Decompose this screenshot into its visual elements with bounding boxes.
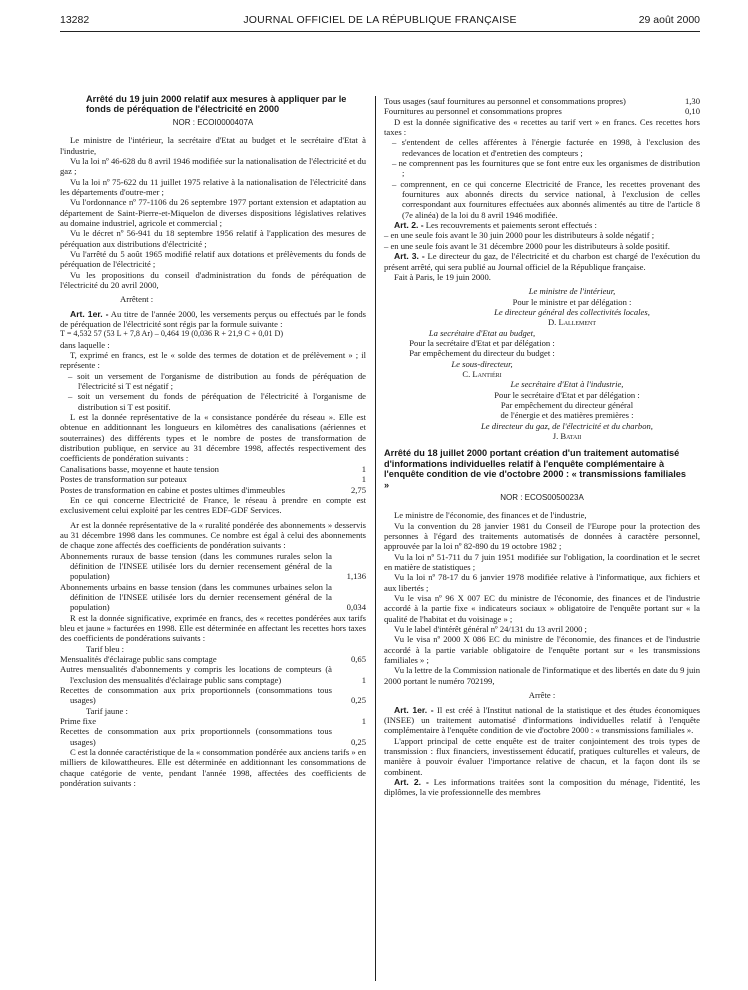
signatory-name: J. Bataii (552, 431, 582, 441)
preamble-line: Vu la loi nº 75-622 du 11 juillet 1975 relative à la nationalisation de l'électricité dans les départements d'outre-mer ; (60, 176, 366, 197)
coef-row: Abonnements urbains en basse tension (dans les communes urbaines selon la définition de l'INSEE utilisée lors du dernier recensement général de la population) 0,034 (60, 581, 366, 613)
preamble-line: Vu la loi nº 46-628 du 8 avril 1946 modifiée sur la nationalisation de l'électricité et du gaz ; (60, 155, 366, 177)
nor-reference-2: NOR : ECOS0050023A (500, 492, 584, 502)
signature-role: Le secrétaire d'Etat à l'industrie, (510, 379, 624, 390)
preamble-line: Vu le label d'intérêt général nº 24/131 du 13 avril 2000 ; (394, 624, 587, 635)
signature-block (384, 286, 700, 327)
preamble-line: Vu le visa nº 96 X 007 EC du ministre de l'économie, des finances et de l'industrie accordé à la partie fixe « indicateurs sociaux » obligatoire de l'enquête portant sur « la qualité de l'habitat et du voisinage » ; (384, 593, 700, 624)
article-2: Art. 2. - Les recouvrements et paiements seront effectués : (394, 220, 597, 231)
d-dash-item: – comprennent, en ce qui concerne Electricité de France, les recettes provenant des fournitures aux abonnés directs du service national, à l'exclusion de celles correspondant aux fournitures effectuées aux abonnés alimentés au titre de l'article 8 (7e alinéa) de la loi du 8 avril 1946 modifiée. (392, 178, 700, 220)
signatory-name: C. Lantiéri (462, 368, 502, 379)
coef-row: Recettes de consommation aux prix proportionnels (consommations tous usages) 0,25 (60, 685, 366, 706)
signature-line: Par empêchement du directeur général (500, 399, 634, 410)
decree-title-2: Arrêté du 18 juillet 2000 portant création d'un traitement automatisé d'informations individuelles relatif à l'enquête complémentaire à l'enquête condition de vie d'octobre 2000 : « transmissions familiales » (384, 448, 687, 490)
coef-row: Mensualités d'éclairage public sans comptage 0,65 (60, 654, 366, 664)
arrete-heading: Arrête : (528, 690, 556, 701)
signature-role: La secrétaire d'Etat au budget, (428, 327, 536, 338)
preamble-line: Vu la loi nº 51-711 du 7 juin 1951 modifiée sur l'obligation, la coordination et le secret en matière de statistiques ; (384, 551, 700, 573)
art2-dash-item: – en une seule fois avant le 30 juin 2000 pour les distributeurs à solde négatif ; (384, 230, 655, 241)
article-1b: Art. 1er. - Il est créé à l'Institut national de la statistique et des études économiques (INSEE) un traitement automatisé d'informations individuelles relatif à l'enquête complémentaire à l'enquête condition de vie d'octobre 2000 : « transmissions familiales ». (384, 704, 700, 736)
article-2-label: Art. 2. - (394, 220, 424, 231)
preamble-line: Le ministre de l'économie, des finances et de l'industrie, (394, 510, 587, 521)
signing-place-date: Fait à Paris, le 19 juin 2000. (394, 271, 491, 282)
decree-title: Arrêté du 19 juin 2000 relatif aux mesures à appliquer par le fonds de péréquation de l'électricité en 2000 (86, 94, 347, 115)
coef-row: Canalisations basse, moyenne et haute tension 1 (60, 463, 366, 474)
nor-reference: NOR : ECOI0000407A (172, 117, 254, 127)
preamble-line: Vu la loi nº 78-17 du 6 janvier 1978 modifiée relative à l'informatique, aux fichiers et aux libertés ; (384, 572, 700, 593)
signature-role: Le sous-directeur, (451, 358, 513, 369)
tarif-jaune-heading: Tarif jaune : (86, 705, 128, 716)
article-1 (60, 309, 366, 330)
column-divider (375, 96, 376, 981)
left-column (60, 94, 366, 788)
t-dash-item: – soit un versement de l'organisme de distribution au fonds de péréquation de l'électricité si T est négatif ; (68, 370, 366, 392)
d-definition: D est la donnée significative des « recettes au tarif vert » en francs. Ces recettes hors taxes : (384, 116, 700, 138)
coef-row: Recettes de consommation aux prix proportionnels (consommations tous usages) 0,25 (60, 726, 366, 747)
preamble-line: Vu la convention du 28 janvier 1981 du Conseil de l'Europe pour la protection des personnes à l'égard des traitements automatisés de données à caractère personnel, approuvée par la loi nº 82-890 du 19 octobre 1982 ; (384, 520, 700, 552)
preamble-line: Vu le décret nº 56-941 du 18 septembre 1956 relatif à l'application des mesures de péréquation aux distributions d'électricité ; (60, 228, 366, 249)
article-2b: Art. 2. - Les informations traitées sont la composition du ménage, l'identité, les diplômes, la vie professionnelle des membres (384, 776, 700, 798)
tarif-bleu-heading: Tarif bleu : (86, 643, 125, 654)
signature-line: Pour la secrétaire d'Etat et par délégation : (409, 337, 555, 348)
preamble-line: Vu l'arrêté du 5 août 1965 modifié relatif aux dotations et prélèvements du fonds de péréquation de l'électricité ; (60, 248, 366, 270)
article-1b-label: Art. 1er. - (394, 704, 434, 715)
l-definition: L est la donnée représentative de la « consistance pondérée du réseau ». Elle est obtenue en additionnant les longueurs en kilomètres des canalisations (aériennes et souterraines) des différents types et le nombre de postes de transformation de distribution publique, en service au 31 décembre 1998, affectés respectivement des coefficients de pondération suivants : (60, 412, 366, 464)
dans-laquelle: dans laquelle : (60, 339, 110, 350)
article-3-label: Art. 3. - (394, 251, 425, 262)
signature-role: Le directeur du gaz, de l'électricité et du charbon, (481, 420, 653, 431)
d-dash-item: – s'entendent de celles afférentes à l'énergie facturée en 1998, à l'exclusion des redevances de location et d'entretien des compteurs ; (392, 137, 700, 158)
signature-block (384, 328, 700, 380)
coef-row: Prime fixe 1 (60, 716, 366, 727)
preamble-line: Vu la lettre de la Commission nationale de l'informatique et des libertés en date du 9 juin 2000 portant le numéro 702199, (384, 665, 700, 686)
coef-row: Postes de transformation sur poteaux 1 (60, 474, 366, 485)
preamble-line: Le ministre de l'intérieur, la secrétaire d'Etat au budget et le secrétaire d'Etat à l'industrie, (60, 135, 366, 156)
article-3: Art. 3. - Le directeur du gaz, de l'électricité et du charbon est chargé de l'exécution du présent arrêté, qui sera publié au Journal officiel de la République française. (384, 251, 700, 272)
c-definition: C est la donnée caractéristique de la « consommation pondérée aux anciens tarifs » en milliers de kilowattheures. Elle est déterminée en additionnant les consommations de chaque catégorie de vente, pendant l'année 1998, affectées des coefficients de pondération suivants : (60, 747, 366, 789)
article-2b-label: Art. 2. - (394, 776, 429, 787)
r-definition: R est la donnée significative, exprimée en francs, des « recettes pondérées aux tarifs bleu et jaune » facturées en 1998. Elle est déterminée en affectant les recettes hors taxes des coefficients de pondérations suivants : (60, 612, 366, 644)
signature-line: de l'énergie et des matières premières : (500, 410, 634, 421)
coef-row: Autres mensualités d'abonnements y compris les locations de compteurs (à l'exclusion des mensualités d'éclairage public sans comptage) 1 (60, 664, 366, 685)
page-header (60, 14, 700, 28)
signature-role: Le ministre de l'intérieur, (528, 286, 616, 297)
header-rule (60, 31, 700, 32)
coef-row: Fournitures au personnel et consommations propres 0,10 (384, 106, 700, 117)
coef-row: Postes de transformation en cabine et postes ultimes d'immeubles 2,75 (60, 484, 366, 495)
edf-note: En ce qui concerne Electricité de France, le réseau à prendre en compte est exclusivement celui exploité par les centres EDF-GDF Services. (60, 494, 366, 516)
d-dash-item: – ne comprennent pas les fournitures que se font entre eux les organismes de distribution ; (392, 158, 700, 179)
ar-definition: Ar est la donnée représentative de la « ruralité pondérée des abonnements » desservis au 31 décembre 1998 dans les communes. Ce nombre est égal à celui des abonnements de chaque zone affectés des coefficients de pondération suivants : (60, 519, 366, 551)
signature-role: Le directeur général des collectivités locales, (494, 306, 650, 317)
apport-paragraph: L'apport principal de cette enquête est de traiter conjointement des trois types de transmission : flux financiers, investissement éducatif, pratiques culturelles et valeurs, de manière à pouvoir évaluer l'importance relative de chacun, et la façon dont ils se combinent. (384, 735, 700, 777)
preamble-line: Vu les propositions du conseil d'administration du fonds de péréquation de l'électricité du 20 avril 2000, (60, 269, 366, 290)
signature-line: Pour le ministre et par délégation : (512, 296, 632, 307)
signatory-name: D. Lallement (547, 317, 597, 328)
coef-row: Tous usages (sauf fournitures au personnel et consommations propres) 1,30 (384, 96, 700, 106)
signature-block (384, 379, 700, 441)
t-dash-item: – soit un versement du fonds de péréquation de l'électricité à l'organisme de distribution si T est positif. (68, 391, 366, 412)
formula: T = 4,532 57 (53 L + 7,8 Ar) – 0,464 19 (0,036 R + 21,9 C + 0,01 D) (60, 329, 284, 339)
issue-date: 29 août 2000 (638, 14, 700, 26)
article-1-text: Au titre de l'année 2000, les versements perçus ou effectués par le fonds de péréquation de l'électricité sont régis par la formule suivante : (60, 308, 366, 329)
right-column (384, 96, 700, 798)
page-number: 13282 (60, 14, 90, 26)
signature-line: Par empêchement du directeur du budget : (409, 348, 555, 359)
journal-title: JOURNAL OFFICIEL DE LA RÉPUBLIQUE FRANÇAISE (243, 14, 517, 26)
article-1-label: Art. 1er. - (70, 308, 109, 319)
t-definition: T, exprimé en francs, est le « solde des termes de dotation et de prélèvement » ; il représente : (60, 350, 366, 371)
art2-dash-item: – en une seule fois avant le 31 décembre 2000 pour les distributeurs à solde positif. (384, 240, 670, 251)
arretent-heading: Arrêtent : (120, 294, 154, 305)
preamble-line: Vu le visa nº 2000 X 086 EC du ministre de l'économie, des finances et de l'industrie accordé à la partie variable obligatoire de l'enquête portant sur « les transmissions familiales » ; (384, 634, 700, 666)
preamble-line: Vu l'ordonnance nº 77-1106 du 26 septembre 1977 portant extension et adaptation au département de Saint-Pierre-et-Miquelon de diverses dispositions législatives relatives au domaine industriel, agricole et commercial ; (60, 197, 366, 228)
signature-line: Pour le secrétaire d'Etat et par délégation : (494, 389, 640, 400)
coef-row: Abonnements ruraux de basse tension (dans les communes rurales selon la définition de l'INSEE utilisée lors du dernier recensement général de la population) 1,136 (60, 550, 366, 582)
